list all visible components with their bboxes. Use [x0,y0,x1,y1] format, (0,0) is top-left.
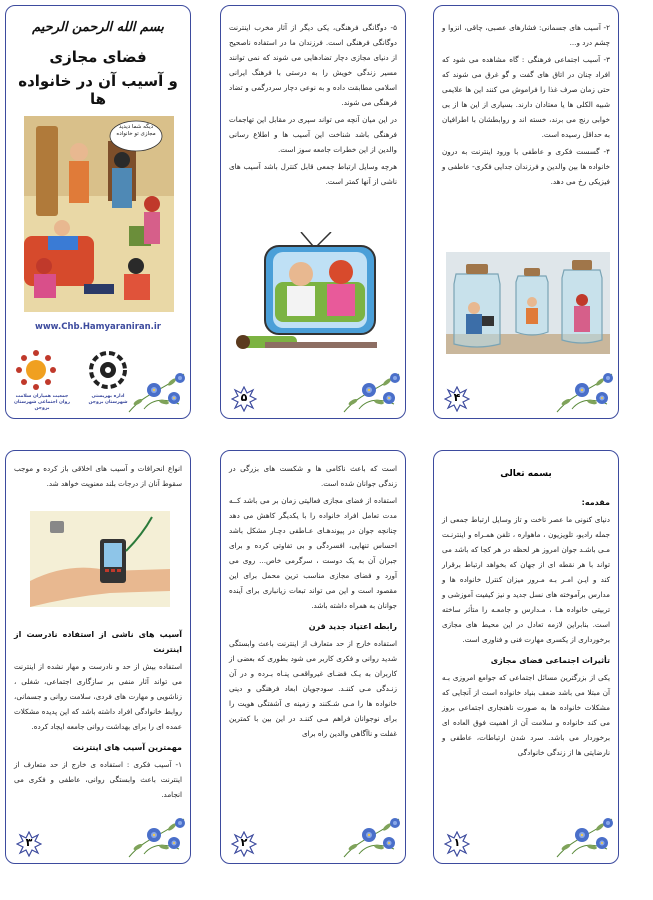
page-5-panel [220,5,406,419]
page-1-panel [433,450,619,864]
page-1-paragraph: دنیای کنونی ما عصر تاخت و تاز وسایل ارتباط جمعی از جمله رادیو، تلویزیون ، ماهواره ، تلفن همـراه و اینترنـت مـی باشـد جوان امروز هر لحظه در هر کجا که باشد می تواند با هر نقطه ای از جهان که بخواهد ارتباط برقرار کند و ایـن امـر بـه مـرور میزان کنترل خانواده ها و مدارس برآموخته های نسل جدید و نیز کیفیت آموزشی و تربیتی خانواده هـا ، مـدارس و جامعـه را متأثر ساخته است. بنابراین لازمه تعادل در این محیط های مجازی برخورداری از یکسری مهارت فنی و فناوری است. [442,515,610,644]
page-1-title: بسمه تعالی [500,469,552,479]
page-3-panel [5,450,191,864]
page-3-body [14,621,182,804]
family-tv-illustration [235,232,395,360]
cover-panel [5,5,191,419]
flower-decoration [124,809,188,859]
flower-decoration [339,364,403,414]
welfare-logo [88,350,128,390]
bottled-family-illustration [446,252,610,354]
page-5-paragraph: در این میان آنچه می تواند سپری در مقابل این تهاجمات فرهنگی باشد شناخت این آسیب ها و اطلاع رسانی والدین از این خطرات جامعه سوز است. [229,115,397,154]
basmala: بسم الله الرحمن الرحیم [32,20,164,35]
page-number: ۲ [240,836,248,849]
welfare-logo-text: اداره بهزیستی شهرستان بروجن [88,394,128,405]
page-number: ۴ [453,391,461,404]
page-2-panel [220,450,406,864]
page-3-paragraph: ۱- آسیب فکری : استفاده ی خارج از حد متعارف از اینترنت باعث وابستگی روانی، عاطفی و فکری می انجامد. [14,760,182,799]
page-5-text [229,20,397,191]
page-number: ۵ [240,391,248,404]
speech-bubble-text: دیگه شما دیدید مجازی تو خانواده [116,124,156,137]
page-number: ۱ [453,836,461,849]
page-4-panel [433,5,619,419]
charity-logo-text: جمعیت همیاران سلامت روان اجتماعی شهرستان بروجن [14,394,70,411]
page-2-paragraph: استفاده از فضای مجازی فعالیتی زمان بر می باشد کــه مدت تعامل افراد خانواده را با یکدیگر کاهش می دهد چنانچه جوان در پیوندهـای عـاطفی دچـار مشکل باشد احساس تنهایی، افسردگی و بی تفاوتی کرده و برای جبران آن به یک دوست ، سرگرمی خاص... روی می آورد و فضای مجازی مناسب ترین محمل برای این مقصود است و این می تواند تبعات زیانباری برای آینده جوانان به همراه داشته باشد. [229,496,397,610]
page-1-intro-label: مقدمه: [581,498,610,507]
page-4-paragraph: ۴- گسست فکری و عاطفی با ورود اینترنت به درون خانواده ها بین والدین و فرزندان جدایی فکری- عاطفی و فیزیکی رخ می دهد. [442,147,610,186]
page-4-paragraph: ۳- آسیب اجتماعی فرهنگی : گاه مشاهده می شود که افراد چنان در اتاق های گفت و گو غرق می شوند که حتی زمان صرف غذا را فراموش می کنند این ها علایمی شبیه الکلی ها یا معتادان دارند. بسیاری از این ها از بی خوابی رنج می برند، خسته اند و روابطشان با اطرافیان به حداقل رسیده است. [442,55,610,139]
flower-decoration [552,364,616,414]
page-1-heading: تأثیرات اجتماعی فضای مجازی [490,656,610,665]
page-2-heading: رابطه اعتیاد جدید قرن [308,622,397,631]
cover-title-line2: و آسیب آن در خانواده ها [18,72,178,108]
website-link[interactable]: www.Chb.Hamyaraniran.ir [34,322,162,332]
page-1-paragraph: یکی از بزرگترین مسائل اجتماعی که جوامع امروزی بـه آن مبتلا می باشد ضعف بنیاد خانواده است از آنجایی که مشکلات خانواده ها به صورت ناهنجاری اجتماعی بروز می کند خانواده و سلامت آن از اهمیت فوق العاده ای برخوردار می باشد. سرد شدن ارتباطات، عاطفی و نارضایتی ها از زندگی خانوادگی [442,673,610,757]
cover-illustration [24,116,174,312]
page-3-heading-misuse: آسیب های ناشی از استفاده نادرست از اینترنت [14,630,182,654]
page-2-text [229,461,397,743]
flower-decoration [124,364,188,414]
cover-title-line1: فضای مجازی [49,48,147,66]
flower-decoration [552,809,616,859]
page-4-paragraph: ۲- آسیب های جسمانی: فشارهای عصبی، چاقی، انزوا و چشم درد و... [442,23,610,47]
flower-decoration [339,809,403,859]
phone-hand-illustration [30,511,170,607]
charity-logo [14,348,58,392]
page-5-paragraph: هرچه وسایل ارتباط جمعی قابل کنترل باشد آسیب های ناشی از آنها کمتر است. [229,162,397,186]
page-3-intro: انواع انحرافات و آسیب های اخلاقی باز کرده و موجب سقوط آنان از درجات بلند معنویت خواهد شد. [14,464,182,488]
page-3-paragraph: استفاده بیش از حد و نادرست و مهار نشده از اینترنت می تواند آثار منفی بر سازگاری اجتماعی، شغلی ، زناشویی و مهارت های فردی، سلامت روانی و جسمانی، روابط خانوادگی افراد داشته باشد که این پدیده مشکلات عمده ای را برای بهداشت روانی جامعه ایجاد کرده. [14,662,182,731]
page-2-paragraph: استفاده خارج از حد متعارف از اینترنت باعث وابستگی شدید روانی و فکری کاربر می شود بطوری که بعضی از کاربران به یـک فضـای غیرواقعـی پنـاه بـرده و در آن زنـدگی مـی کننـد. سودجویان ابعاد فرهنگی و دینی خانواده ها را مـی شـکنند و زمینه ی آشفتگی هویت را برای نوجوانان فراهم مـی کننـد در این بین با کمترین غفلت و ناآگاهی والدین راه برای [229,639,397,738]
page-5-paragraph: ۵- دوگانگی فرهنگی، یکی دیگر از آثار مخرب اینترنت دوگانگی فرهنگی است. فرزندان ما در استفاده ناصحیح از دنیای مجازی دچار تضادهایی می شوند که نمی توانند مسیر زندگی خویش را به درستی با فرهنگ ایرانی اسلامی مطابقت داده و به نوعی دچار سردرگمی و تضاد فرهنگی می شوند. [229,23,397,107]
page-number: ۳ [25,836,33,849]
page-4-text [442,20,610,191]
page-1-text [442,489,610,762]
page-3-heading-harms: مهمترین آسیب های اینترنت [72,743,182,752]
page-2-paragraph: است که باعث ناکامی ها و شکست های بزرگی در زندگی جوانان شده است. [229,464,397,488]
